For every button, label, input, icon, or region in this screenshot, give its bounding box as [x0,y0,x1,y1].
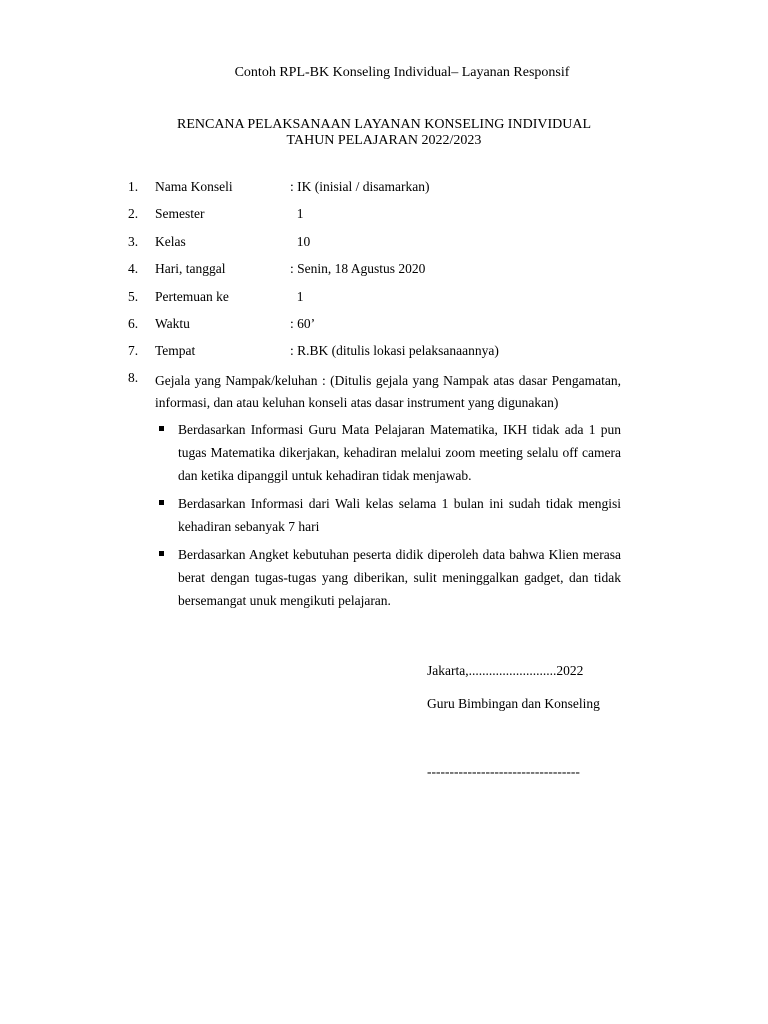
item-label: Pertemuan ke [155,288,229,304]
item-label: Tempat [155,343,196,359]
item-number: 4. [128,261,139,277]
list-item [128,233,648,260]
item-value: : IK (inisial / disamarkan) [290,179,430,194]
item-number: 1. [128,179,139,194]
document-title [0,117,768,149]
item-label: Hari, tanggal [155,261,226,277]
bullet-item [155,418,621,487]
item-value: 10 [290,233,311,249]
item-value: 1 [290,206,304,222]
square-bullet-icon [159,551,164,556]
list-item [128,205,648,232]
symptoms-bullet-list [155,418,648,612]
title-line-2: TAHUN PELAJARAN 2022/2023 [286,133,482,148]
item-number: 6. [128,315,139,331]
signature-block [427,662,600,796]
bullet-text: Berdasarkan Angket kebutuhan peserta didik diperoleh data bahwa Klien merasa berat dengan tugas-tugas yang diberikan, sulit meninggalkan gadget, dan tidak bersemangat unuk mengikuti pelajaran. [178,546,621,608]
square-bullet-icon [159,426,164,431]
signature-place-date: Jakarta,..........................2022 [427,663,584,678]
item-label: Semester [155,206,205,222]
item-label: Kelas [155,233,186,249]
document-header: Contoh RPL-BK Konseling Individual– Layanan Responsif [234,65,570,80]
list-item [128,260,648,287]
bullet-item [155,492,621,538]
identity-list [128,178,648,617]
item-value: : R.BK (ditulis lokasi pelaksanaannya) [290,343,499,359]
list-item-symptoms [128,370,648,612]
bullet-item [155,543,621,612]
item-number: 5. [128,288,139,304]
item-label: Nama Konseli [155,179,233,194]
item-number: 8. [128,369,139,385]
item-number: 3. [128,233,139,249]
item-value: 1 [290,288,304,304]
signature-role: Guru Bimbingan dan Konseling [427,696,600,711]
list-item [128,315,648,342]
symptoms-description: Gejala yang Nampak/keluhan : (Ditulis gejala yang Nampak atas dasar Pengamatan, informasi, dan atau keluhan konseli atas dasar instrument yang digunakan) [155,372,621,411]
list-item [128,178,648,205]
list-item [128,342,648,369]
bullet-text: Berdasarkan Informasi dari Wali kelas selama 1 bulan ini sudah tidak mengisi kehadiran sebanyak 7 hari [178,495,621,534]
item-number: 2. [128,206,139,222]
bullet-text: Berdasarkan Informasi Guru Mata Pelajaran Matematika, IKH tidak ada 1 pun tugas Matematika dikerjakan, kehadiran melalui zoom meeting selalu off camera dan ketika dipanggil untuk kehadiran tidak menjawab. [178,421,621,483]
item-label: Waktu [155,315,190,331]
title-line-1: RENCANA PELAKSANAAN LAYANAN KONSELING INDIVIDUAL [176,117,592,132]
list-item [128,288,648,315]
item-value: : 60’ [290,315,316,331]
signature-line: ---------------------------------- [427,764,580,779]
square-bullet-icon [159,500,164,505]
item-value: : Senin, 18 Agustus 2020 [290,261,426,277]
item-number: 7. [128,343,139,359]
